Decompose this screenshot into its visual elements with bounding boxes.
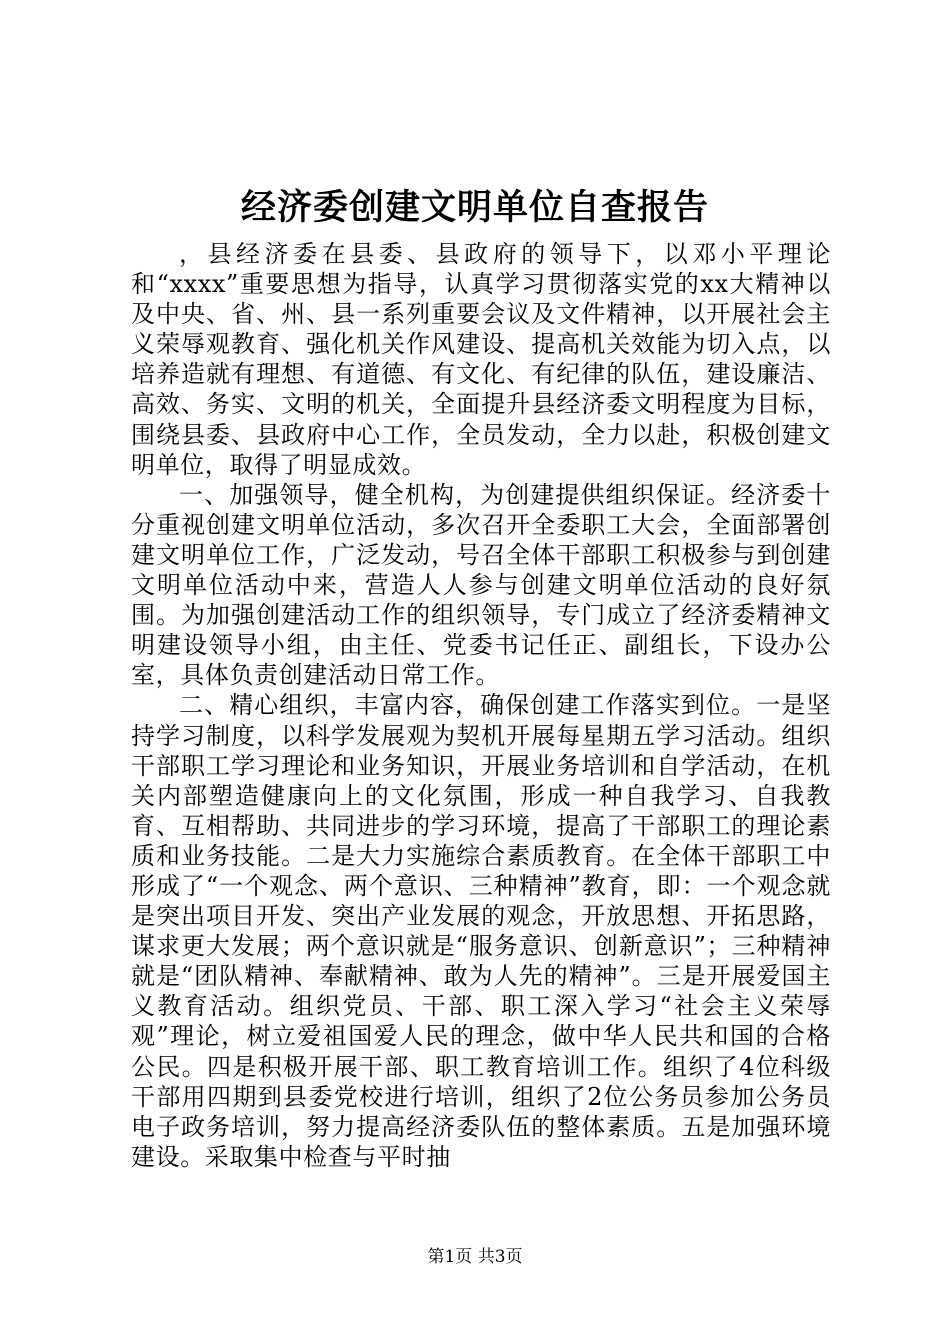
paragraph-section-1: 一、加强领导，健全机构，为创建提供组织保证。经济委十分重视创建文明单位活动，多次召开全委职工大会，全面部署创建文明单位工作，广泛发动，号召全体干部职工积极参与到创建文明单位活动中来，营造人人参与创建文明单位活动的良好氛围。为加强创建活动工作的组织领导，专门成立了经济委精神文明建设领导小组，由主任、党委书记任正、副组长，下设办公室，具体负责创建活动日常工作。 bbox=[131, 480, 831, 690]
page-number-footer: 第1页 共3页 bbox=[427, 1247, 523, 1267]
document-body bbox=[131, 239, 831, 1172]
paragraph-intro: ，县经济委在县委、县政府的领导下，以邓小平理论和“xxxx”重要思想为指导，认真学习贯彻落实党的xx大精神以及中央、省、州、县一系列重要会议及文件精神，以开展社会主义荣辱观教育、强化机关作风建设、提高机关效能为切入点，以培养造就有理想、有道德、有文化、有纪律的队伍，建设廉洁、高效、务实、文明的机关，全面提升县经济委文明程度为目标，围绕县委、县政府中心工作，全员发动，全力以赴，积极创建文明单位，取得了明显成效。 bbox=[131, 240, 831, 479]
paragraph-section-2: 二、精心组织，丰富内容，确保创建工作落实到位。一是坚持学习制度，以科学发展观为契机开展每星期五学习活动。组织干部职工学习理论和业务知识，开展业务培训和自学活动，在机关内部塑造健康向上的文化氛围，形成一种自我学习、自我教育、互相帮助、共同进步的学习环境，提高了干部职工的理论素质和业务技能。二是大力实施综合素质教育。在全体干部职工中形成了“一个观念、两个意识、三种精神”教育，即：一个观念就是突出项目开发、突出产业发展的观念，开放思想、开拓思路，谋求更大发展；两个意识就是“服务意识、创新意识”；三种精神就是“团队精神、奉献精神、敢为人先的精神”。三是开展爱国主义教育活动。组织党员、干部、职工深入学习“社会主义荣辱观”理论，树立爱祖国爱人民的理念，做中华人民共和国的合格公民。四是积极开展干部、职工教育培训工作。组织了4位科级干部用四期到县委党校进行培训，组织了2位公务员参加公务员电子政务培训，努力提高经济委队伍的整体素质。五是加强环境建设。采取集中检查与平时抽 bbox=[131, 691, 831, 1171]
document-title: 经济委创建文明单位自查报告 bbox=[240, 187, 709, 228]
